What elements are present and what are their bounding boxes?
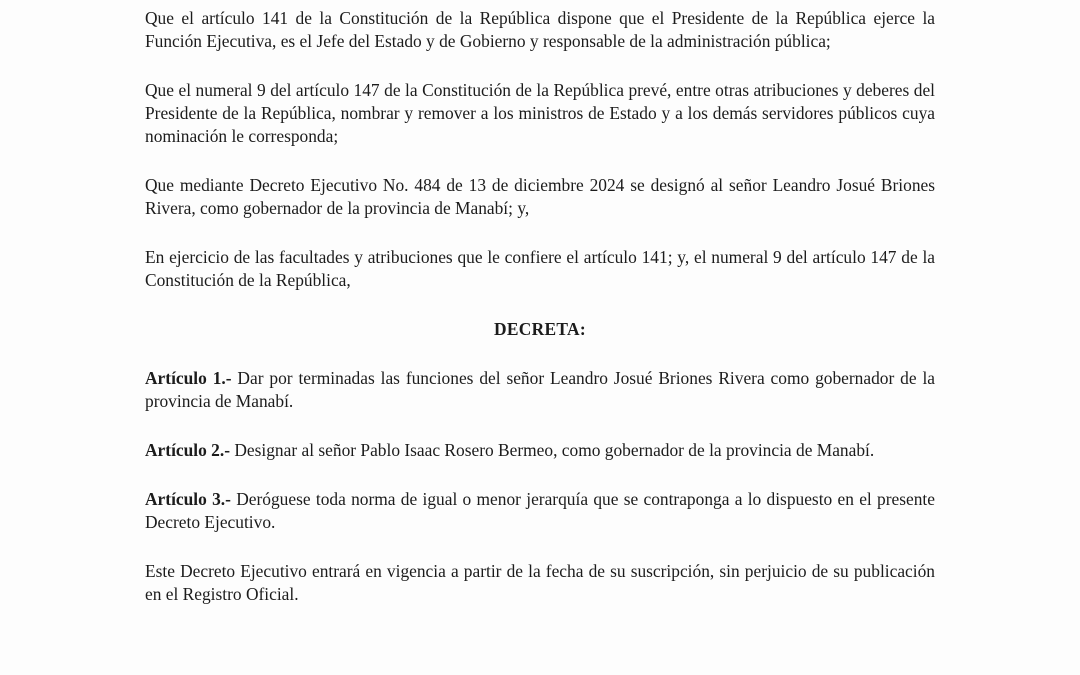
article-1 [145,367,935,413]
article-2-text: Designar al señor Pablo Isaac Rosero Bermeo, como gobernador de la provincia de Manabí. [230,440,875,460]
considerando-paragraph-1: Que el artículo 141 de la Constitución de la República dispone que el Presidente de la República ejerce la Función Ejecutiva, es el Jefe del Estado y de Gobierno y responsable de la administración pública; [145,8,935,51]
article-3 [145,488,935,534]
article-3-text: Deróguese toda norma de igual o menor jerarquía que se contraponga a lo dispuesto en el presente Decreto Ejecutivo. [145,489,935,532]
article-1-text: Dar por terminadas las funciones del señor Leandro Josué Briones Rivera como gobernador de la provincia de Manabí. [145,368,935,411]
article-3-label: Artículo 3.- [145,489,231,509]
article-1-label: Artículo 1.- [145,368,232,388]
article-2-label: Artículo 2.- [145,440,231,460]
considerando-paragraph-4: En ejercicio de las facultades y atribuciones que le confiere el artículo 141; y, el numeral 9 del artículo 147 de la Constitución de la República, [145,247,935,290]
article-2 [145,439,935,462]
considerando-paragraph-3: Que mediante Decreto Ejecutivo No. 484 de 13 de diciembre 2024 se designó al señor Leandro Josué Briones Rivera, como gobernador de la provincia de Manabí; y, [145,175,935,218]
decree-heading: DECRETA: [494,319,586,339]
document-body [145,7,935,632]
considerando-paragraph-2: Que el numeral 9 del artículo 147 de la Constitución de la República prevé, entre otras atribuciones y deberes del Presidente de la República, nombrar y remover a los ministros de Estado y a los demás servidores públicos cuya nominación le corresponda; [145,80,935,146]
closing-paragraph: Este Decreto Ejecutivo entrará en vigencia a partir de la fecha de su suscripción, sin perjuicio de su publicación en el Registro Oficial. [145,561,935,604]
